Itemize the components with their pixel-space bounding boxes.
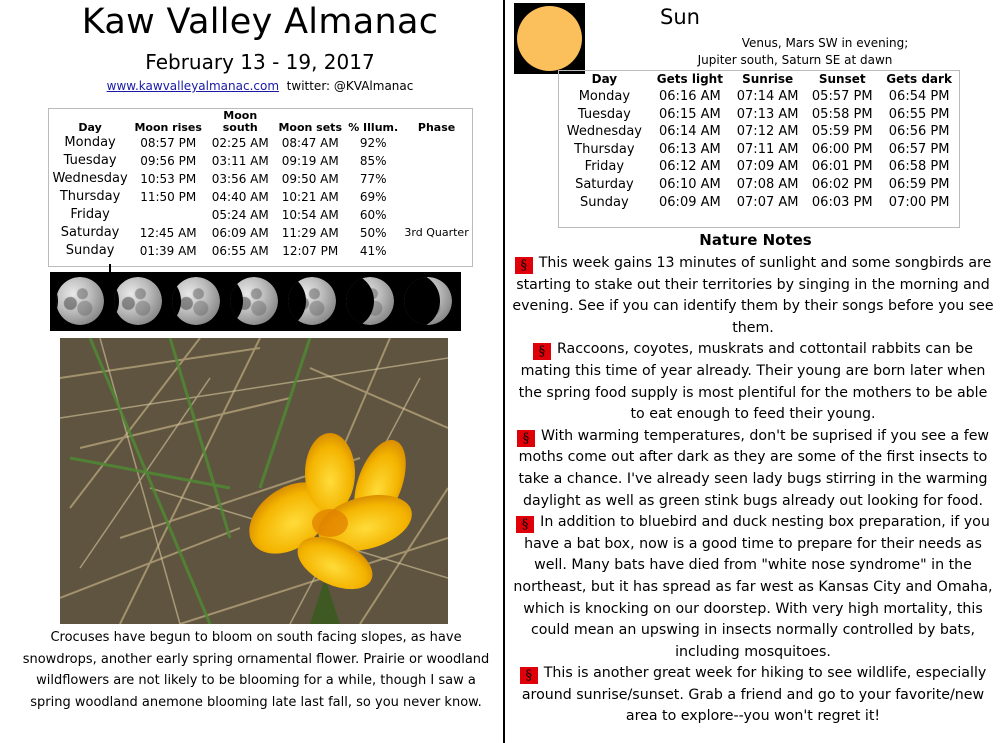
section-bullet-icon: § <box>516 516 534 533</box>
sun-cell-rise: 07:14 AM <box>736 89 799 104</box>
sun-cell-set: 06:00 PM <box>811 141 873 157</box>
sun-table-row <box>559 141 959 159</box>
nature-note-text: This week gains 13 minutes of sunlight and some songbirds are starting to stake out their territories by singing in the morning and evening. See if you can identify them by their songs before you see them. <box>512 255 994 336</box>
twitter-handle: twitter: @KVAlmanac <box>286 79 414 93</box>
moon-cell-south: 04:40 AM <box>211 190 269 204</box>
sun-cell-light: 06:10 AM <box>659 176 721 192</box>
nature-note <box>510 663 996 728</box>
moon-cell-rises: 01:39 AM <box>139 244 197 258</box>
sun-cell-dark: 06:58 PM <box>888 159 950 175</box>
sun-table <box>558 70 960 228</box>
sun-table-row <box>559 88 959 106</box>
sun-header-day: Day <box>591 72 618 86</box>
nature-note-text: In addition to bluebird and duck nesting box preparation, if you have a bat box, now is a good time to prepare for their needs as well. Many bats have died from "white nose syndrome" in the northeast, but it has spread as far west as Kansas City and Omaha, which is knocking on our doorstep. With very high mortality, this could mean an upswing in insects normally controlled by bats, including mosquitoes. <box>513 514 993 660</box>
section-bullet-icon: § <box>517 430 535 447</box>
moon-phase-image <box>404 277 452 325</box>
moon-cell-south: 06:09 AM <box>211 226 269 240</box>
planets-note <box>600 35 990 69</box>
sun-cell-light: 06:15 AM <box>659 106 721 122</box>
moon-table-row <box>49 134 472 152</box>
sun-header-rise: Sunrise <box>742 72 794 86</box>
moon-cell-illum: 50% <box>359 226 387 240</box>
sun-cell-rise: 07:09 AM <box>736 159 799 175</box>
column-divider <box>503 0 505 743</box>
moon-cell-rises: 10:53 PM <box>140 172 197 186</box>
moon-phase-image <box>288 277 336 325</box>
nature-note-text: This is another great week for hiking to see wildlife, especially around sunrise/sunset. Grab a friend and go to your favorite/new area to explore--you won't regret it! <box>521 665 987 725</box>
sun-cell-set: 06:01 PM <box>811 159 873 175</box>
moon-header-illum: % Illum. <box>348 121 399 134</box>
moon-cell-south: 03:56 AM <box>211 172 269 186</box>
moon-cell-day: Friday <box>70 207 110 222</box>
sun-cell-day: Tuesday <box>577 106 631 122</box>
moon-cell-south: 02:25 AM <box>211 136 269 150</box>
moon-cell-phase <box>401 242 472 260</box>
sun-header-set: Sunset <box>818 72 866 86</box>
moon-cell-phase <box>401 206 472 224</box>
moon-table-row <box>49 242 472 260</box>
moon-cell-phase <box>401 170 472 188</box>
sun-cell-set: 05:57 PM <box>811 89 873 104</box>
page-title: Kaw Valley Almanac <box>81 2 439 42</box>
sun-cell-rise: 07:11 AM <box>736 141 799 157</box>
section-bullet-icon: § <box>515 257 533 274</box>
sun-cell-set: 06:02 PM <box>811 176 873 192</box>
planets-line-2: Jupiter south, Saturn SE at dawn <box>697 53 893 67</box>
moon-header-day: Day <box>78 121 102 134</box>
moon-cell-day: Thursday <box>59 189 121 204</box>
moon-cell-sets: 10:54 AM <box>281 208 339 222</box>
moon-cell-rises: 12:45 AM <box>139 226 197 240</box>
moon-cell-day: Tuesday <box>63 153 117 168</box>
sun-cell-set: 05:59 PM <box>811 124 873 140</box>
moon-cell-illum: 92% <box>359 136 387 150</box>
sun-table-row <box>559 123 959 141</box>
moon-header-phase: Phase <box>417 121 456 134</box>
nature-note <box>510 512 996 663</box>
moon-table-row <box>49 152 472 170</box>
sun-cell-day: Wednesday <box>566 124 642 140</box>
website-link[interactable]: www.kawvalleyalmanac.com <box>106 79 280 93</box>
sun-cell-day: Friday <box>584 159 625 175</box>
moon-cell-illum: 69% <box>359 190 387 204</box>
sun-title: Sun <box>660 5 700 29</box>
moon-cell-phase <box>401 188 472 206</box>
nature-note <box>510 426 996 512</box>
sun-cell-dark: 06:56 PM <box>888 124 950 140</box>
moon-phase-image <box>56 277 104 325</box>
nature-notes-title: Nature Notes <box>699 231 812 249</box>
sun-cell-dark: 06:57 PM <box>888 141 950 157</box>
nature-note-text: Raccoons, coyotes, muskrats and cottontail rabbits can be mating this time of year already. Their young are born later when the spring food supply is most plentiful for the mothers to be able to eat enough to feed their young. <box>518 341 988 423</box>
moon-cell-sets: 08:47 AM <box>281 136 339 150</box>
moon-cell-sets: 09:50 AM <box>281 172 339 186</box>
nature-note <box>510 253 996 339</box>
sun-icon <box>514 3 585 74</box>
moon-table-row <box>49 206 472 224</box>
moon-cell-day: Wednesday <box>52 171 128 186</box>
moon-cell-rises: 11:50 PM <box>140 190 197 204</box>
nature-notes-list <box>510 253 996 728</box>
moon-table-row <box>49 188 472 206</box>
moon-cell-illum: 77% <box>359 172 387 186</box>
sun-cell-set: 05:58 PM <box>811 106 873 122</box>
moon-cell-rises: 09:56 PM <box>140 154 197 168</box>
moon-cell-sets: 09:19 AM <box>281 154 339 168</box>
nature-note <box>510 339 996 425</box>
sun-cell-day: Monday <box>578 89 631 104</box>
moon-header-south: Moon south <box>222 109 258 134</box>
moon-cell-rises <box>131 206 205 224</box>
moon-phase-image <box>172 277 220 325</box>
planets-line-1: Venus, Mars SW in evening; <box>741 36 909 50</box>
moon-cell-illum: 41% <box>359 244 387 258</box>
moon-table <box>48 108 473 267</box>
sun-cell-dark: 06:54 PM <box>888 89 950 104</box>
links-line <box>0 79 520 93</box>
sun-cell-dark: 06:55 PM <box>888 106 950 122</box>
section-bullet-icon: § <box>533 343 551 360</box>
moon-cell-sets: 11:29 AM <box>281 226 339 240</box>
sun-cell-light: 06:14 AM <box>659 124 721 140</box>
section-bullet-icon: § <box>520 667 538 684</box>
moon-cell-illum: 60% <box>359 208 387 222</box>
sun-cell-rise: 07:12 AM <box>736 124 799 140</box>
photo-caption: Crocuses have begun to bloom on south facing slopes, as have snowdrops, another early spring ornamental flower. Prairie or woodland wildflowers are not likely to be blooming for a while, though I saw a spring woodland anemone blooming late last fall, so you never know. <box>22 630 490 710</box>
moon-header-sets: Moon sets <box>278 121 342 134</box>
sun-cell-light: 06:12 AM <box>659 159 721 175</box>
moon-cell-illum: 85% <box>359 154 387 168</box>
moon-cell-south: 06:55 AM <box>211 244 269 258</box>
moon-cell-day: Saturday <box>60 225 120 240</box>
sun-cell-light: 06:09 AM <box>659 194 721 210</box>
moon-cell-day: Monday <box>64 135 116 150</box>
sun-cell-dark: 07:00 PM <box>888 194 950 210</box>
sun-table-row <box>559 194 959 212</box>
sun-header-dark: Gets dark <box>886 72 952 86</box>
moon-cell-sets: 12:07 PM <box>282 244 339 258</box>
nature-note-text: With warming temperatures, don't be suprised if you see a few moths come out after dark as they are some of the first insects to take a chance. I've already seen lady bugs stirring in the warming daylight as well as green stink bugs already out looking for food. <box>518 427 990 509</box>
moon-table-row <box>49 170 472 188</box>
sun-table-row <box>559 106 959 124</box>
moon-phase-image <box>346 277 394 325</box>
sun-cell-light: 06:16 AM <box>659 89 721 104</box>
sun-cell-day: Sunday <box>580 194 629 210</box>
moon-cell-south: 03:11 AM <box>211 154 269 168</box>
moon-cell-phase <box>401 134 472 152</box>
moon-cell-sets: 10:21 AM <box>281 190 339 204</box>
sun-cell-rise: 07:08 AM <box>736 176 799 192</box>
crocus-photo <box>60 338 448 624</box>
sun-cell-set: 06:03 PM <box>811 194 873 210</box>
sun-table-row <box>559 158 959 176</box>
moon-cell-phase: 3rd Quarter <box>404 226 469 239</box>
sun-cell-rise: 07:07 AM <box>736 194 799 210</box>
sun-header-light: Gets light <box>656 72 723 86</box>
moon-table-row <box>49 224 472 242</box>
moon-cell-day: Sunday <box>65 243 115 258</box>
moon-phase-strip <box>50 272 461 331</box>
sun-cell-dark: 06:59 PM <box>888 176 950 192</box>
sun-cell-day: Thursday <box>574 141 635 157</box>
moon-phase-image <box>230 277 278 325</box>
moon-cell-rises: 08:57 PM <box>140 136 197 150</box>
sun-cell-light: 06:13 AM <box>659 141 721 157</box>
sun-cell-rise: 07:13 AM <box>736 106 799 122</box>
moon-cell-south: 05:24 AM <box>211 208 269 222</box>
sun-cell-day: Saturday <box>575 176 634 192</box>
sun-table-row <box>559 176 959 194</box>
moon-cell-phase <box>401 152 472 170</box>
date-range: February 13 - 19, 2017 <box>145 50 375 74</box>
moon-header-rises: Moon rises <box>134 121 202 134</box>
moon-phase-image <box>114 277 162 325</box>
